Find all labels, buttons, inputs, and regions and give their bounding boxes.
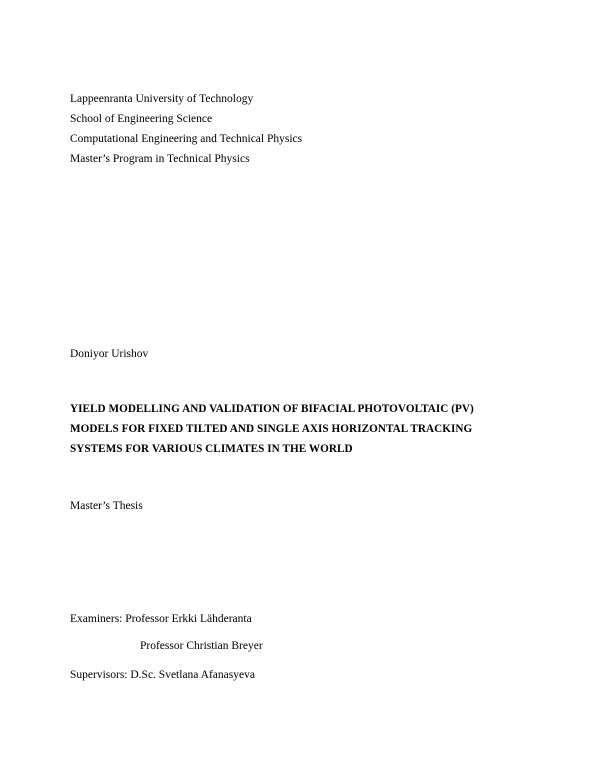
thesis-title-line: YIELD MODELLING AND VALIDATION OF BIFACIAL PHOTOVOLTAIC (PV) — [70, 403, 474, 415]
thesis-title-line: SYSTEMS FOR VARIOUS CLIMATES IN THE WORLD — [70, 443, 353, 455]
thesis-title-line: MODELS FOR FIXED TILTED AND SINGLE AXIS HORIZONTAL TRACKING — [70, 423, 473, 435]
author-name: Doniyor Urishov — [70, 348, 149, 360]
department-name: Computational Engineering and Technical Physics — [70, 133, 303, 145]
examiner-second: Professor Christian Breyer — [140, 640, 263, 652]
university-name: Lappeenranta University of Technology — [70, 93, 254, 105]
examiners-line: Examiners: Professor Erkki Lähderanta — [70, 613, 252, 625]
document-type: Master’s Thesis — [70, 500, 143, 512]
school-name: School of Engineering Science — [70, 113, 213, 125]
program-name: Master’s Program in Technical Physics — [70, 153, 250, 165]
supervisors-line: Supervisors: D.Sc. Svetlana Afanasyeva — [70, 669, 255, 681]
